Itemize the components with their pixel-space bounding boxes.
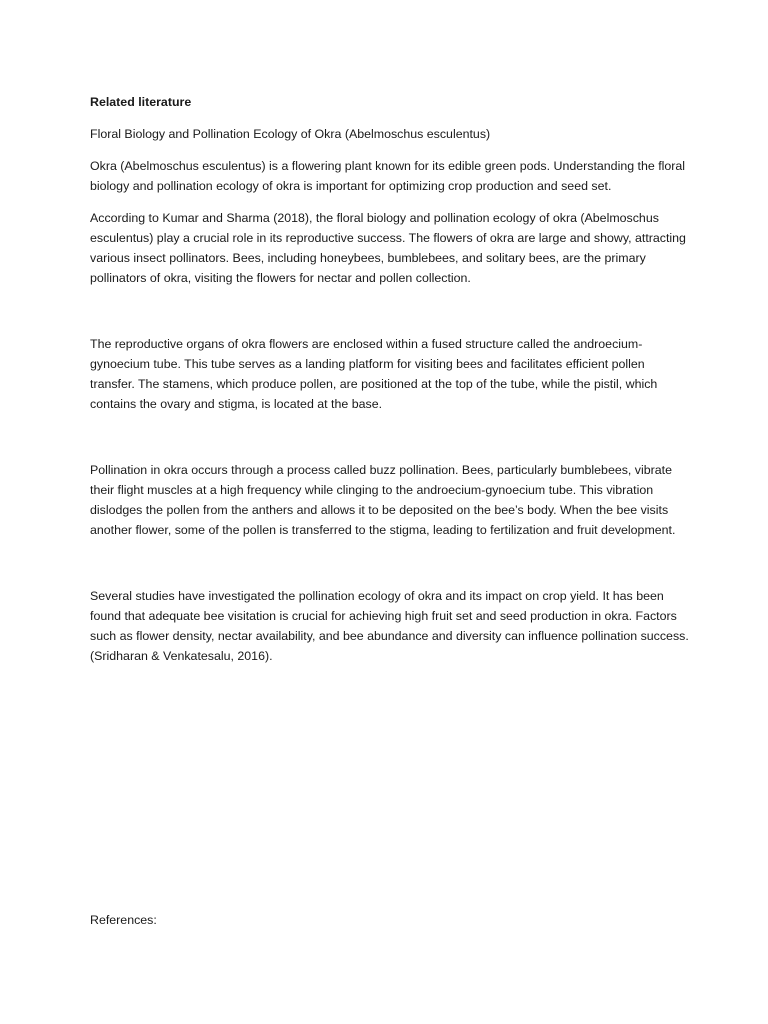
paragraph-pollination-studies: Several studies have investigated the pollination ecology of okra and its impact on crop yield. It has been found that adequate bee visitation is crucial for achieving high fruit set and seed production in okra. Factors such as flower density, nectar availability, and bee abundance and diversity can influence pollination success.(Sridharan & Venkatesalu, 2016). (90, 589, 689, 663)
paragraph-kumar-sharma: According to Kumar and Sharma (2018), the floral biology and pollination ecology of okra (Abelmoschus esculentus) play a crucial role in its reproductive success. The flowers of okra are large and showy, attracting various insect pollinators. Bees, including honeybees, bumblebees, and solitary bees, are the primary pollinators of okra, visiting the flowers for nectar and pollen collection. (90, 211, 686, 285)
paragraph-reproductive-organs: The reproductive organs of okra flowers are enclosed within a fused structure called the androecium-gynoecium tube. This tube serves as a landing platform for visiting bees and facilitates efficient pollen transfer. The stamens, which produce pollen, are positioned at the top of the tube, while the pistil, which contains the ovary and stigma, is located at the base. (90, 337, 658, 411)
paragraph-buzz-pollination: Pollination in okra occurs through a process called buzz pollination. Bees, particularly bumblebees, vibrate their flight muscles at a high frequency while clinging to the androecium-gynoecium tube. This vibration dislodges the pollen from the anthers and allows it to be deposited on the bee’s body. When the bee visits another flower, some of the pollen is transferred to the stigma, leading to fertilization and fruit development. (90, 463, 676, 537)
document-body (90, 92, 690, 678)
paragraph-intro: Okra (Abelmoschus esculentus) is a flowering plant known for its edible green pods. Understanding the floral biology and pollination ecology of okra is important for optimizing crop production and seed set. (90, 159, 686, 193)
references-label: References: (90, 913, 157, 928)
section-heading: Related literature (90, 95, 192, 109)
section-subtitle: Floral Biology and Pollination Ecology of Okra (Abelmoschus esculentus) (90, 127, 491, 141)
